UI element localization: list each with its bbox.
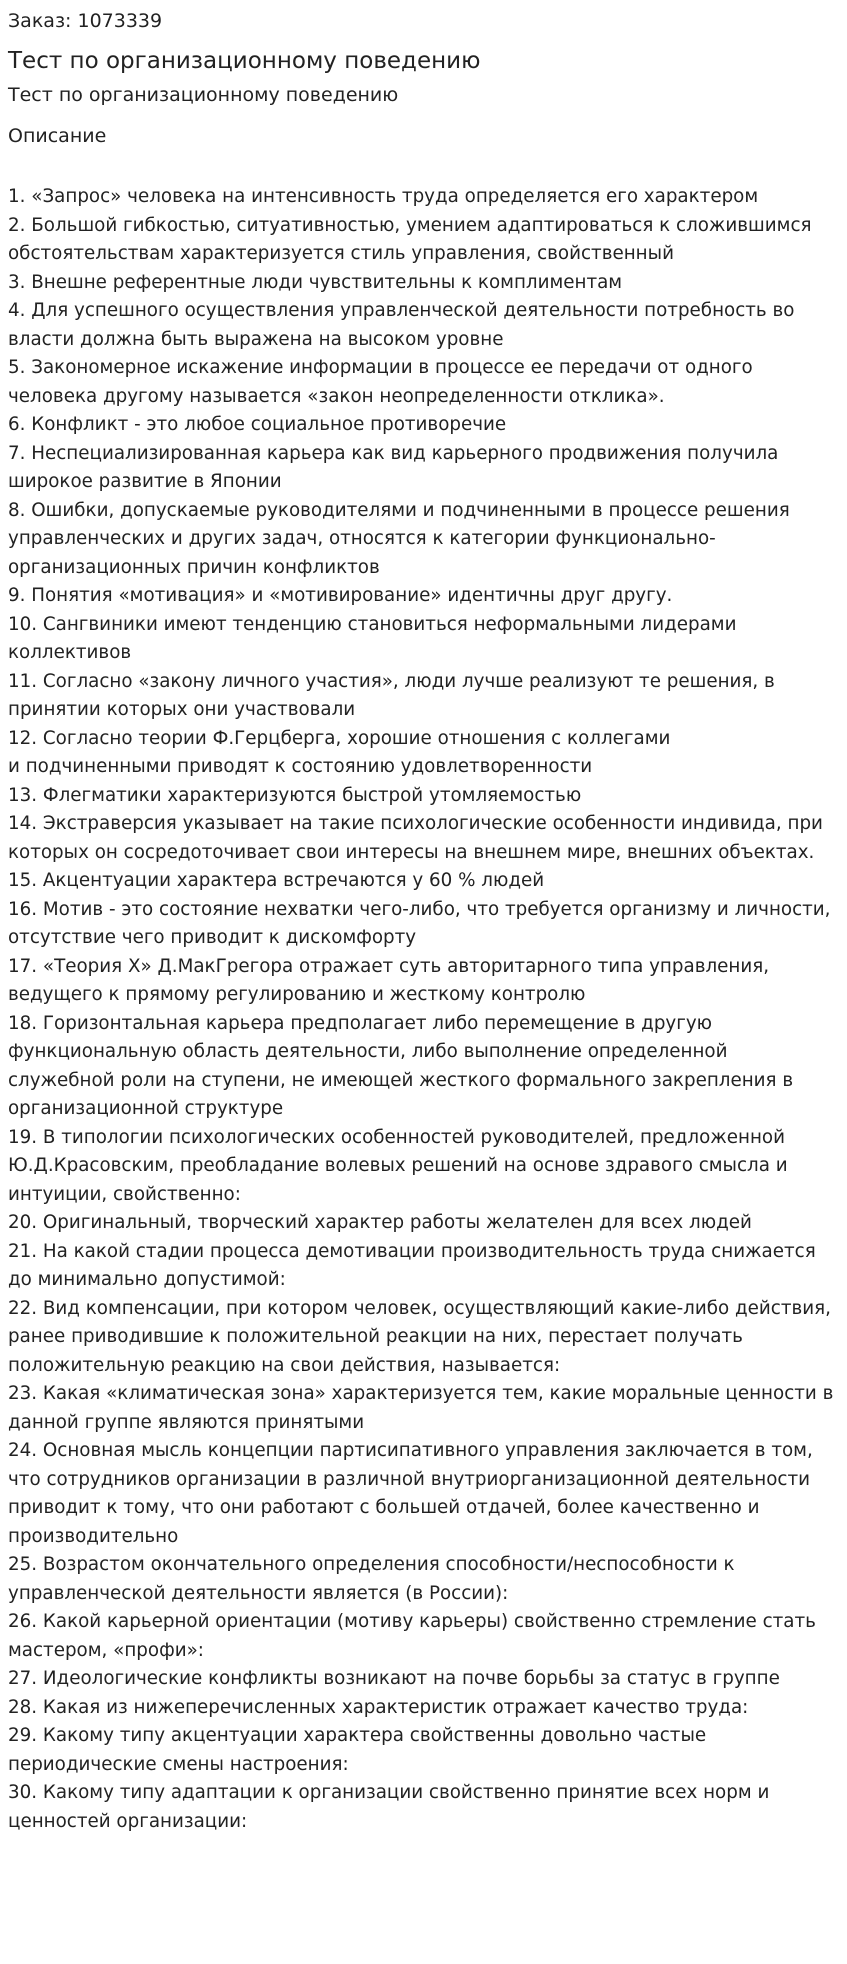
question-item: 28. Какая из нижеперечисленных характеристик отражает качество труда:: [8, 1696, 749, 1718]
question-item: 20. Оригинальный, творческий характер работы желателен для всех людей: [8, 1212, 752, 1233]
question-item: 27. Идеологические конфликты возникают на почве борьбы за статус в группе: [8, 1668, 780, 1689]
question-item: 9. Понятия «мотивация» и «мотивирование» идентичны друг другу.: [8, 585, 673, 606]
question-item: 22. Вид компенсации, при котором человек, осуществляющий какие-либо действия, ранее приводившие к положительной реакции на них, перестает получать положительную реакцию на свои действия, называется:: [8, 1297, 831, 1376]
question-item: 13. Флегматики характеризуются быстрой утомляемостью: [8, 784, 582, 806]
question-item: 5. Закономерное искажение информации в процессе ее передачи от одного человека другому называется «закон неопределенности отклика».: [8, 357, 753, 407]
question-item: 14. Экстраверсия указывает на такие психологические особенности индивида, при которых он сосредоточивает свои интересы на внешнем мире, внешних объектах.: [8, 813, 823, 863]
question-item: 23. Какая «климатическая зона» характеризуется тем, какие моральные ценности в данной группе являются принятыми: [8, 1383, 834, 1433]
question-item: 6. Конфликт - это любое социальное противоречие: [8, 414, 507, 435]
question-item: 21. На какой стадии процесса демотивации производительность труда снижается до минимально допустимой:: [8, 1240, 816, 1290]
question-item: 12. Согласно теории Ф.Герцберга, хорошие отношения с коллегами и подчиненными приводят к состоянию удовлетворенности: [8, 727, 671, 777]
question-item: 18. Горизонтальная карьера предполагает либо перемещение в другую функциональную область деятельности, либо выполнение определенной служебной роли на ступени, не имеющей жесткого формального закрепления в организационной структуре: [8, 1012, 794, 1119]
question-item: 30. Какому типу адаптации к организации свойственно принятие всех норм и ценностей организации:: [8, 1782, 770, 1832]
question-item: 24. Основная мысль концепции партисипативного управления заключается в том, что сотрудников организации в различной внутриорганизационной деятельности приводит к тому, что они работают с большей отдачей, более качественно и производительно: [8, 1440, 813, 1547]
question-item: 7. Неспециализированная карьера как вид карьерного продвижения получила широкое развитие в Японии: [8, 442, 779, 492]
question-item: 8. Ошибки, допускаемые руководителями и подчиненными в процессе решения управленческих и других задач, относятся к категории функционально-организационных причин конфликтов: [8, 499, 790, 578]
page-subtitle: Тест по организационному поведению: [8, 84, 399, 106]
question-item: 26. Какой карьерной ориентации (мотиву карьеры) свойственно стремление стать мастером, «профи»:: [8, 1611, 816, 1661]
question-item: 11. Согласно «закону личного участия», люди лучше реализуют те решения, в принятии которых они участвовали: [8, 670, 775, 720]
question-item: 4. Для успешного осуществления управленческой деятельности потребность во власти должна быть выражена на высоком уровне: [8, 300, 795, 350]
question-list: [8, 183, 839, 1836]
question-item: 16. Мотив - это состояние нехватки чего-либо, что требуется организму и личности, отсутствие чего приводит к дискомфорту: [8, 898, 831, 948]
question-item: 25. Возрастом окончательного определения способности/неспособности к управленческой деятельности является (в России):: [8, 1554, 735, 1604]
question-item: 3. Внешне референтные люди чувствительны к комплиментам: [8, 271, 623, 293]
question-item: 19. В типологии психологических особенностей руководителей, предложенной Ю.Д.Красовским, преобладание волевых решений на основе здравого смысла и интуиции, свойственно:: [8, 1126, 788, 1205]
question-item: 10. Сангвиники имеют тенденцию становиться неформальными лидерами коллективов: [8, 613, 737, 663]
question-item: 2. Большой гибкостью, ситуативностью, умением адаптироваться к сложившимся обстоятельствам характеризуется стиль управления, свойственный: [8, 214, 812, 264]
page-title: Тест по организационному поведению: [8, 48, 481, 74]
question-item: 15. Акцентуации характера встречаются у 60 % людей: [8, 870, 545, 891]
question-item: 1. «Запрос» человека на интенсивность труда определяется его характером: [8, 186, 759, 207]
question-item: 17. «Теория X» Д.МакГрегора отражает суть авторитарного типа управления, ведущего к прямому регулированию и жесткому контролю: [8, 955, 770, 1005]
question-item: 29. Какому типу акцентуации характера свойственны довольно частые периодические смены настроения:: [8, 1725, 707, 1775]
description-heading: Описание: [8, 125, 107, 147]
order-number: Заказ: 1073339: [8, 10, 163, 32]
